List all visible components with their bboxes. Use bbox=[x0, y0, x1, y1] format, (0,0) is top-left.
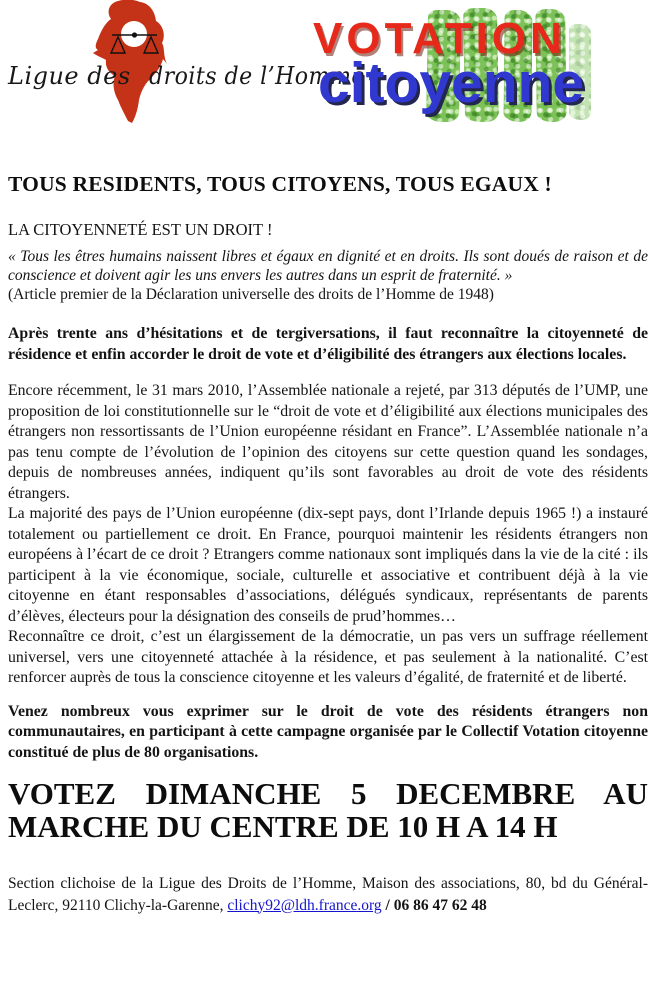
body-paragraph-1: Encore récemment, le 31 mars 2010, l’Assemblée nationale a rejeté, par 313 députés de l’UMP, une proposition de loi constitutionnelle sur le “droit de vote et d’éligibilité aux élections municipales des étrangers non ressortissants de l’Union européenne résidant en France”. L’Assemblée nationale n’a pas tenu compte de l’évolution de l’opinion des citoyens sur cette question quand les sondages, depuis de nombreuses années, indiquent qu’ils sont favorables au droit de vote des résidents étrangers. bbox=[8, 382, 648, 502]
header bbox=[0, 0, 655, 126]
declaration-quote: « Tous les êtres humains naissent libres et égaux en dignité et en droits. Ils sont doués de raison et de conscience et doivent agir les uns envers les autres dans un esprit de fraternité. » bbox=[8, 248, 648, 284]
votation-citoyenne-logo bbox=[313, 8, 605, 122]
body-paragraph-2: La majorité des pays de l’Union européenne (dix-sept pays, dont l’Irlande depuis 1965 !) a instauré totalement ou partiellement ce droit. En France, pourquoi maintenir les résidents étrangers non européens à l’écart de ce droit ? Etrangers comme nationaux sont impliqués dans la vie de la cité : ils participent à la vie économique, sociale, culturelle et associative et contribuent déjà à la vie citoyenne en étant responsables d’associations, délégués syndicaux, représentants de parents d’élèves, électeurs pour la désignation des conseils de prud’hommes… bbox=[8, 505, 648, 625]
subheadline: LA CITOYENNETÉ EST UN DROIT ! bbox=[8, 220, 273, 239]
body-paragraph-3: Reconnaître ce droit, c’est un élargissement de la démocratie, un pas vers un suffrage réellement universel, vers une citoyenneté attachée à la résidence, et pas seulement à la nationalité. C’est renforcer auprès de tous la conscience citoyenne et les valeurs d’égalité, de fraternité et de liberté. bbox=[8, 628, 648, 686]
quote-attribution: (Article premier de la Déclaration universelle des droits de l’Homme de 1948) bbox=[8, 286, 494, 303]
document-body bbox=[8, 170, 648, 843]
call-to-action-paragraph: Venez nombreux vous exprimer sur le droit de vote des résidents étrangers non communautaires, en participant à cette campagne organisée par le Collectif Votation citoyenne constitué de plus de 80 organisations. bbox=[8, 702, 648, 761]
votez-heading-line1: VOTEZ DIMANCHE 5 DECEMBRE AU bbox=[8, 776, 648, 811]
footer-address: Section clichoise de la Ligue des Droits de l’Homme, Maison des associations, 80, bd du Général-Leclerc, 92110 Clichy-la-Garenne, bbox=[8, 875, 648, 914]
votez-heading bbox=[8, 777, 648, 843]
email-link[interactable]: clichy92@ldh.france.org bbox=[227, 896, 382, 914]
footer-contact bbox=[8, 873, 648, 916]
votez-heading-line2: MARCHE DU CENTRE DE 10 H A 14 H bbox=[8, 809, 558, 844]
footer-phone: / 06 86 47 62 48 bbox=[381, 896, 487, 914]
ldh-logo bbox=[8, 0, 365, 126]
votation-logo-word2: citoyenne bbox=[318, 51, 585, 115]
headline: TOUS RESIDENTS, TOUS CITOYENS, TOUS EGAUX ! bbox=[8, 172, 552, 196]
ldh-logo-text-left: Ligue des bbox=[8, 62, 131, 90]
votation-logo-word1: VOTATION bbox=[313, 14, 566, 63]
ldh-logo-text-right: droits de l’Homme bbox=[149, 62, 365, 90]
intro-paragraph: Après trente ans d’hésitations et de tergiversations, il faut reconnaître la citoyenneté de résidence et enfin accorder le droit de vote et d’éligibilité des étrangers aux élections locales. bbox=[8, 325, 648, 363]
